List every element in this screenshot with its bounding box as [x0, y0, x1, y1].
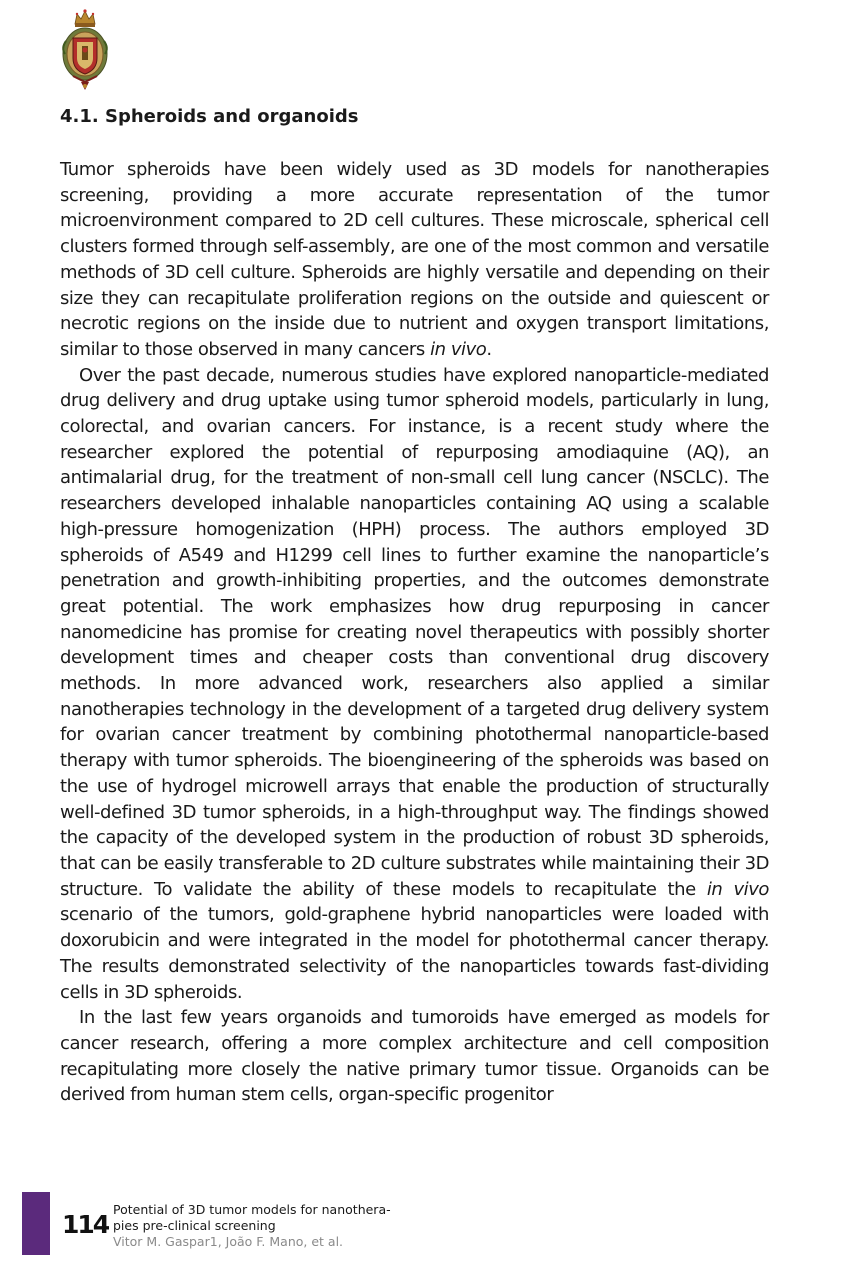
footer-citation	[113, 1202, 391, 1250]
footer-authors: Vitor M. Gaspar1, João F. Mano, et al.	[113, 1234, 344, 1249]
paragraph-text: Over the past decade, numerous studies have explored nanoparticle-mediated drug delivery and drug uptake using tumor spheroid models, particularly in lung, colorectal, and ovarian cancers. For instance, is a recent study where the researcher explored the potential of repurposing amodiaquine (AQ), an antimalarial drug, for the treatment of non-small cell lung cancer (NSCLC). The researchers developed inhalable nanoparticles containing AQ using a scalable high-pressure homogenization (HPH) process. The authors employed 3D spheroids of A549 and H1299 cell lines to further examine the nanoparticle’s penetration and growth-inhibiting properties, and the outcomes demonstrate great potential. The work emphasizes how drug repurposing in cancer nanomedicine has promise for creating novel therapeutics with possibly shorter development times and cheaper costs than conventional drug discovery methods. In more advanced work, researchers also applied a similar nanotherapies technology in the development of a targeted drug delivery system for ovarian cancer treatment by combining photothermal nanoparticle-based therapy with tumor spheroids. The bioengineering of the spheroids was based on the use of hydrogel microwell arrays that enable the production of structurally well-defined 3D tumor spheroids, in a high-throughput way. The findings showed the capacity of the developed system in the production of robust 3D spheroids, that can be easily transferable to 2D culture substrates while maintaining their 3D structure. To validate the ability of these models to recapitulate the	[60, 364, 769, 900]
section-title: 4.1. Spheroids and organoids	[60, 106, 359, 127]
paragraph-text: scenario of the tumors, gold-graphene hybrid nanoparticles were loaded with doxorubicin and were integrated in the model for photothermal cancer therapy. The results demonstrated selectivity of the nanoparticles towards fast-dividing cells in 3D spheroids.	[60, 904, 769, 1003]
italic-term: in vivo	[430, 338, 487, 360]
italic-term: in vivo	[706, 878, 769, 900]
footer-accent-bar	[22, 1192, 50, 1255]
footer-title-line: Potential of 3D tumor models for nanothera-	[113, 1202, 391, 1217]
paragraph-text: In the last few years organoids and tumoroids have emerged as models for cancer research, offering a more complex architecture and cell composition recapitulating more closely the native primary tumor tissue. Organoids can be derived from human stem cells, organ-specific progenitor	[60, 1007, 769, 1106]
university-crest-icon	[57, 8, 113, 92]
footer-title-line: pies pre-clinical screening	[113, 1218, 276, 1233]
paragraph-text: Tumor spheroids have been widely used as 3D models for nanotherapies screening, providing a more accurate representation of the tumor microenvironment compared to 2D cell cultures. These microscale, spherical cell clusters formed through self-assembly, are one of the most common and versatile methods of 3D cell culture. Spheroids are highly versatile and depending on their size they can recapitulate proliferation regions on the outside and quiescent or necrotic regions on the inside due to nutrient and oxygen transport limitations, similar to those observed in many cancers	[60, 159, 769, 360]
paragraph	[60, 157, 769, 363]
page-number: 114	[62, 1210, 109, 1239]
body-text	[60, 157, 769, 1108]
paragraph	[60, 1005, 769, 1108]
paragraph-text: .	[486, 338, 492, 360]
paragraph	[60, 363, 769, 1006]
